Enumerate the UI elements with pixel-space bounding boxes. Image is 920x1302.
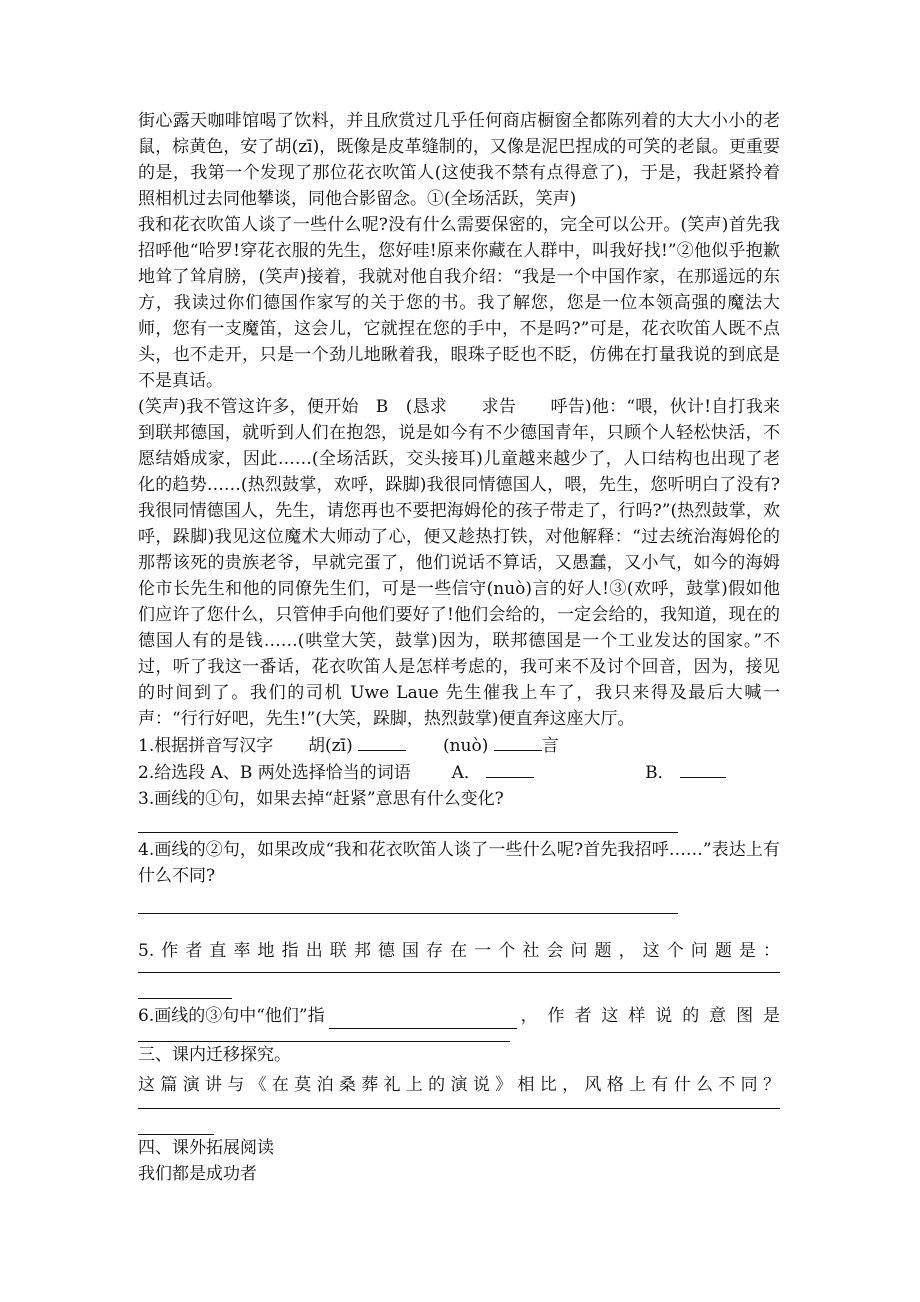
answer-line-5b[interactable] (138, 998, 232, 999)
section-4-heading: 四、课外拓展阅读 (138, 1138, 274, 1158)
answer-blank-nuo[interactable] (494, 732, 542, 751)
question-6-suffix: ，作者这样说的意图是 (520, 1006, 780, 1026)
passage-paragraph-2: 我和花衣吹笛人谈了一些什么呢?没有什么需要保密的，完全可以公开。(笑声)首先我招呼他“哈罗!穿花衣服的先生，您好哇!原来你藏在人群中，叫我好找!”②他似乎抱歉地耸了耸肩膀，(笑声)接着，我就对他自我介绍：“我是一个中国作家，在那遥远的东方，我读过你们德国作家写的关于您的书。我了解您，您是一位本领高强的魔法大师，您有一支魔笛，这会儿，它就捏在您的手中，不是吗?”可是，花衣吹笛人既不点头，也不走开，只是一个劲儿地瞅着我，眼珠子眨也不眨，仿佛在打量我说的到底是不是真话。 (138, 215, 780, 391)
question-1-item-1: 胡(zī) (308, 736, 353, 756)
question-5: 5.作者直率地指出联邦德国存在一个社会问题，这个问题是： (138, 941, 780, 961)
question-1 (138, 732, 780, 759)
section-3-heading: 三、课内迁移探究。 (138, 1045, 291, 1065)
answer-blank-b[interactable] (680, 759, 726, 778)
answer-line-section-3a[interactable] (138, 1108, 780, 1109)
answer-line-4[interactable] (138, 913, 678, 914)
answer-line-5a[interactable] (138, 972, 780, 973)
answer-line-3[interactable] (138, 832, 678, 833)
passage-paragraph-3: (笑声)我不管这许多，便开始 B (恳求 求告 呼告)他：“喂，伙计!自打我来到联邦德国，就听到人们在抱怨，说是如今有不少德国青年，只顾个人轻松快活，不愿结婚成家，因此……(全场活跃，交头接耳)儿童越来越少了，人口结构也出现了老化的趋势……(热烈鼓掌，欢呼，跺脚)我很同情德国人，喂，先生，您听明白了没有?我很同情德国人，先生，请您再也不要把海姆伦的孩子带走了，行吗?”(热烈鼓掌，欢呼，跺脚)我见这位魔术大师动了心，便又趁热打铁，对他解释：“过去统治海姆伦的那帮该死的贵族老爷，早就完蛋了，他们说话不算话，又愚蠢，又小气，如今的海姆伦市长先生和他的同僚先生们，可是一些信守(nuò)言的好人!③(欢呼，鼓掌)假如他们应许了您什么，只管伸手向他们要好了!他们会给的，一定会给的，我知道，现在的德国人有的是钱……(哄堂大笑，鼓掌)因为，联邦德国是一个工业发达的国家。”不过，听了我这一番话，花衣吹笛人是怎样考虑的，我可来不及讨个回音，因为，接见的时间到了。我们的司机 Uwe Laue 先生催我上车了，我只来得及最后大喊一声：“行行好吧，先生!”(大笑，跺脚，热烈鼓掌)便直奔这座大厅。 (138, 397, 780, 729)
question-2 (138, 759, 780, 786)
answer-blank-zi[interactable] (358, 732, 406, 751)
question-1-item-2-suffix: 言 (541, 736, 559, 756)
section-4-title: 我们都是成功者 (138, 1164, 257, 1184)
question-3: 3.画线的①句，如果去掉“赶紧”意思有什么变化? (138, 789, 504, 809)
answer-blank-a[interactable] (486, 759, 534, 778)
question-6 (138, 1003, 780, 1029)
question-1-item-2: (nuò) (442, 736, 489, 756)
question-6-prefix: 6.画线的③句中“他们”指 (138, 1006, 325, 1026)
question-4: 4.画线的②句，如果改成“我和花衣吹笛人谈了一些什么呢?首先我招呼……”表达上有什么不同? (138, 840, 780, 886)
passage-paragraph-1: 街心露天咖啡馆喝了饮料，并且欣赏过几乎任何商店橱窗全都陈列着的大大小小的老鼠，棕黄色，安了胡(zī)，既像是皮革缝制的，又像是泥巴捏成的可笑的老鼠。更重要的是，我第一个发现了那位花衣吹笛人(这使我不禁有点得意了)，于是，我赶紧拎着照相机过去同他攀谈，同他合影留念。①(全场活跃，笑声) (138, 111, 780, 209)
section-3-question: 这篇演讲与《在莫泊桑葬礼上的演说》相比，风格上有什么不同？ (138, 1075, 780, 1095)
question-1-label: 1.根据拼音写汉字 (138, 736, 274, 756)
question-2-b-label: B． (645, 763, 675, 783)
document-page (138, 108, 780, 1187)
question-2-label: 2.给选段 A、B 两处选择恰当的词语 (138, 763, 411, 783)
answer-blank-6[interactable] (329, 1010, 517, 1029)
question-2-a-label: A． (451, 763, 481, 783)
